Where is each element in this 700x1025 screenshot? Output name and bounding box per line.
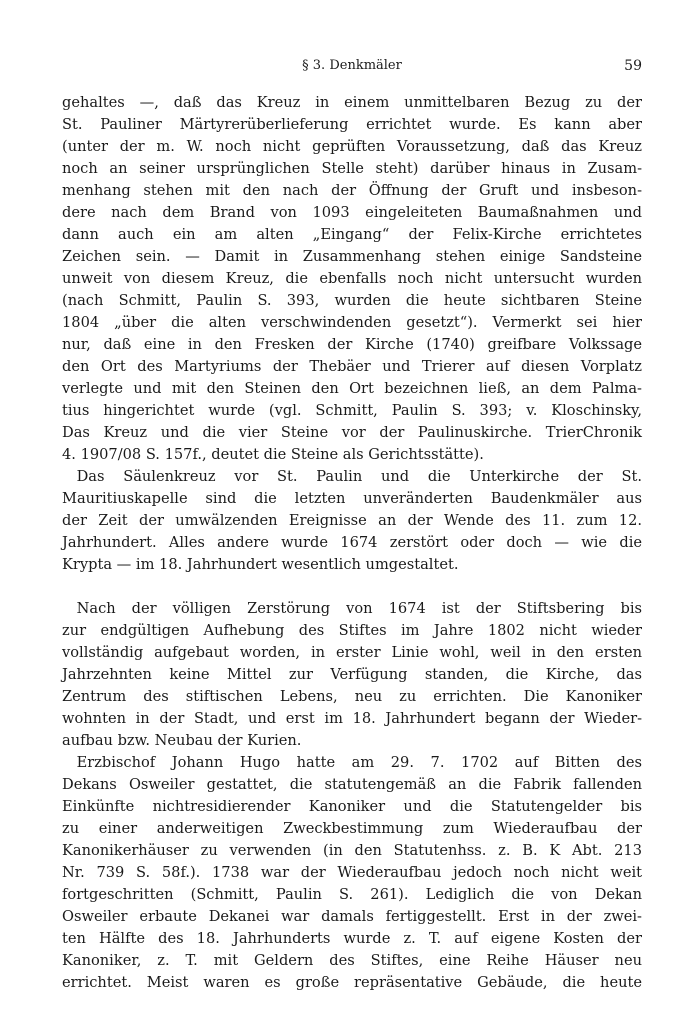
text-line: St. Pauliner Märtyrerüberlieferung errichtet wurde. Es kann aber	[62, 116, 642, 133]
text-line: Krypta — im 18. Jahrhundert wesentlich umgestaltet.	[62, 556, 459, 573]
paragraph	[62, 752, 642, 994]
text-line: verlegte und mit den Steinen den Ort bezeichnen ließ, an dem Palma-	[62, 380, 642, 397]
page-number: 59	[624, 58, 642, 74]
paragraph-gap	[62, 576, 642, 598]
text-line: Jahrhundert. Alles andere wurde 1674 zerstört oder doch — wie die	[62, 534, 642, 551]
text-line: fortgeschritten (Schmitt, Paulin S. 261). Lediglich die von Dekan	[62, 886, 642, 903]
text-line: Nr. 739 S. 58f.). 1738 war der Wiederaufbau jedoch noch nicht weit	[62, 864, 642, 881]
text-line: Das Kreuz und die vier Steine vor der Paulinuskirche. TrierChronik	[62, 424, 642, 441]
text-line: Einkünfte nichtresidierender Kanoniker und die Statutengelder bis	[62, 798, 642, 815]
text-line: Zeichen sein. — Damit in Zusammenhang stehen einige Sandsteine	[62, 248, 642, 265]
text-line: Dekans Osweiler gestattet, die statutengemäß an die Fabrik fallenden	[62, 776, 642, 793]
text-line: Mauritiuskapelle sind die letzten unveränderten Baudenkmäler aus	[62, 490, 642, 507]
text-line: 1804 „über die alten verschwindenden gesetzt“). Vermerkt sei hier	[62, 314, 642, 331]
text-line: vollständig aufgebaut worden, in erster Linie wohl, weil in den ersten	[62, 644, 642, 661]
text-line: unweit von diesem Kreuz, die ebenfalls noch nicht untersucht wurden	[62, 270, 642, 287]
text-line: zur endgültigen Aufhebung des Stiftes im Jahre 1802 nicht wieder	[62, 622, 642, 639]
paragraph	[62, 92, 642, 466]
body-text	[62, 92, 642, 994]
text-line: dann auch ein am alten „Eingang“ der Felix-Kirche errichtetes	[62, 226, 642, 243]
text-line: dere nach dem Brand von 1093 eingeleiteten Baumaßnahmen und	[62, 204, 642, 221]
text-line: tius hingerichtet wurde (vgl. Schmitt, Paulin S. 393; v. Kloschinsky,	[62, 402, 642, 419]
text-line: (unter der m. W. noch nicht geprüften Voraussetzung, daß das Kreuz	[62, 138, 642, 155]
running-header	[62, 58, 642, 80]
text-line: Nach der völligen Zerstörung von 1674 ist der Stiftsbering bis	[62, 600, 642, 617]
text-line: zu einer anderweitigen Zweckbestimmung zum Wiederaufbau der	[62, 820, 642, 837]
paragraph	[62, 466, 642, 576]
text-line: 4. 1907/08 S. 157f., deutet die Steine als Gerichtsstätte).	[62, 446, 484, 463]
text-line: Kanoniker, z. T. mit Geldern des Stiftes, eine Reihe Häuser neu	[62, 952, 642, 969]
text-line: menhang stehen mit den nach der Öffnung der Gruft und insbeson-	[62, 182, 642, 199]
text-line: Zentrum des stiftischen Lebens, neu zu errichten. Die Kanoniker	[62, 688, 642, 705]
text-line: wohnten in der Stadt, und erst im 18. Jahrhundert begann der Wieder-	[62, 710, 642, 727]
text-line: (nach Schmitt, Paulin S. 393, wurden die heute sichtbaren Steine	[62, 292, 642, 309]
text-line: errichtet. Meist waren es große repräsentative Gebäude, die heute	[62, 974, 642, 991]
paragraph	[62, 598, 642, 752]
text-line: Das Säulenkreuz vor St. Paulin und die Unterkirche der St.	[62, 468, 642, 485]
text-line: Kanonikerhäuser zu verwenden (in den Statutenhss. z. B. K Abt. 213	[62, 842, 642, 859]
text-line: den Ort des Martyriums der Thebäer und Trierer auf diesen Vorplatz	[62, 358, 642, 375]
text-line: der Zeit der umwälzenden Ereignisse an der Wende des 11. zum 12.	[62, 512, 642, 529]
text-line: gehaltes —, daß das Kreuz in einem unmittelbaren Bezug zu der	[62, 94, 642, 111]
text-line: noch an seiner ursprünglichen Stelle steht) darüber hinaus in Zusam-	[62, 160, 642, 177]
text-line: aufbau bzw. Neubau der Kurien.	[62, 732, 302, 749]
text-line: Osweiler erbaute Dekanei war damals fertiggestellt. Erst in der zwei-	[62, 908, 642, 925]
text-line: Jahrzehnten keine Mittel zur Verfügung standen, die Kirche, das	[62, 666, 642, 683]
section-title: § 3. Denkmäler	[302, 58, 402, 73]
text-line: ten Hälfte des 18. Jahrhunderts wurde z. T. auf eigene Kosten der	[62, 930, 642, 947]
text-line: Erzbischof Johann Hugo hatte am 29. 7. 1702 auf Bitten des	[62, 754, 642, 771]
text-line: nur, daß eine in den Fresken der Kirche (1740) greifbare Volkssage	[62, 336, 642, 353]
